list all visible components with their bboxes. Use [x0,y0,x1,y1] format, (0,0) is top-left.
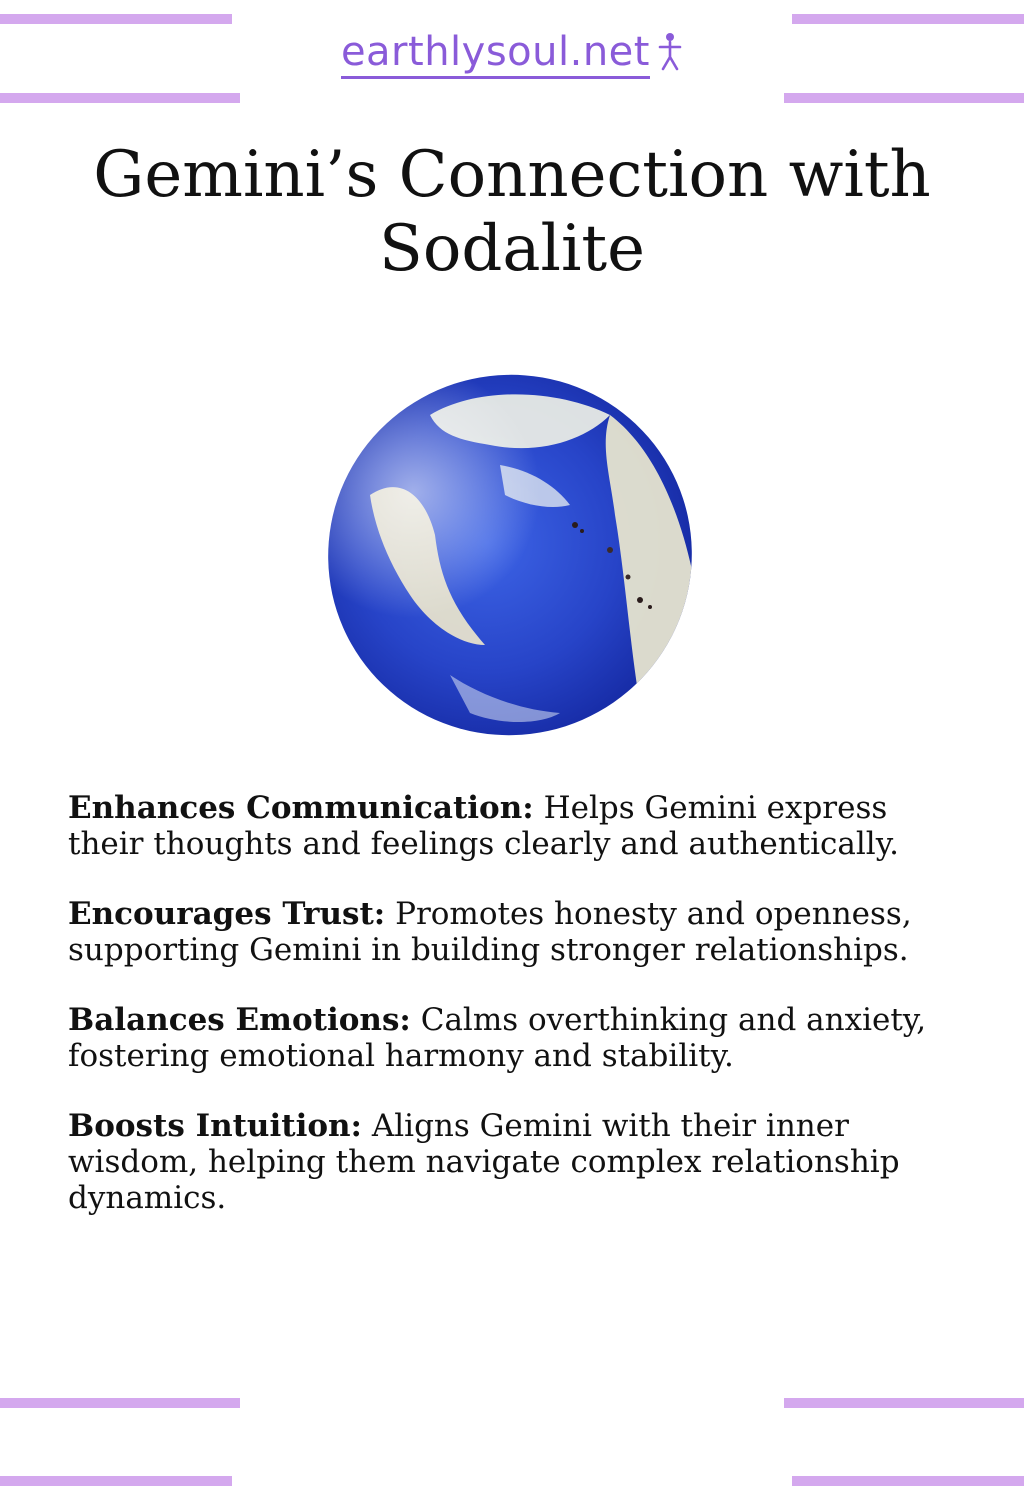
top-left-bar-1 [0,14,232,24]
bottom-right-bar-1 [784,1398,1024,1408]
benefit-item-emotions [68,1002,968,1074]
logo-text: earthlysoul.net [341,30,650,79]
bottom-right-bar-2 [792,1476,1024,1486]
benefit-item-communication [68,790,968,862]
benefit-text: Promotes honesty and openness, supporting Gemini in building stronger relationships. [68,896,912,968]
benefit-list [68,790,968,1250]
bottom-left-bar-2 [0,1476,232,1486]
site-logo[interactable] [0,30,1024,100]
benefit-label: Enhances Communication: [68,790,534,826]
bottom-left-bar-1 [0,1398,240,1408]
benefit-text: Aligns Gemini with their inner wisdom, helping them navigate complex relationship dynamics. [68,1108,900,1216]
benefit-label: Boosts Intuition: [68,1108,363,1144]
benefit-label: Balances Emotions: [68,1002,411,1038]
top-right-bar-1 [792,14,1024,24]
benefit-text: Calms overthinking and anxiety, fostering emotional harmony and stability. [68,1002,927,1074]
benefit-label: Encourages Trust: [68,896,386,932]
sodalite-stone-icon [310,345,710,745]
yoga-figure-icon [657,31,683,71]
benefit-item-trust [68,896,968,968]
page-title: Gemini’s Connection with Sodalite [93,138,931,286]
benefit-text: Helps Gemini express their thoughts and feelings clearly and authentically. [68,790,899,862]
sodalite-stone-image [310,345,710,745]
benefit-item-intuition [68,1108,968,1216]
